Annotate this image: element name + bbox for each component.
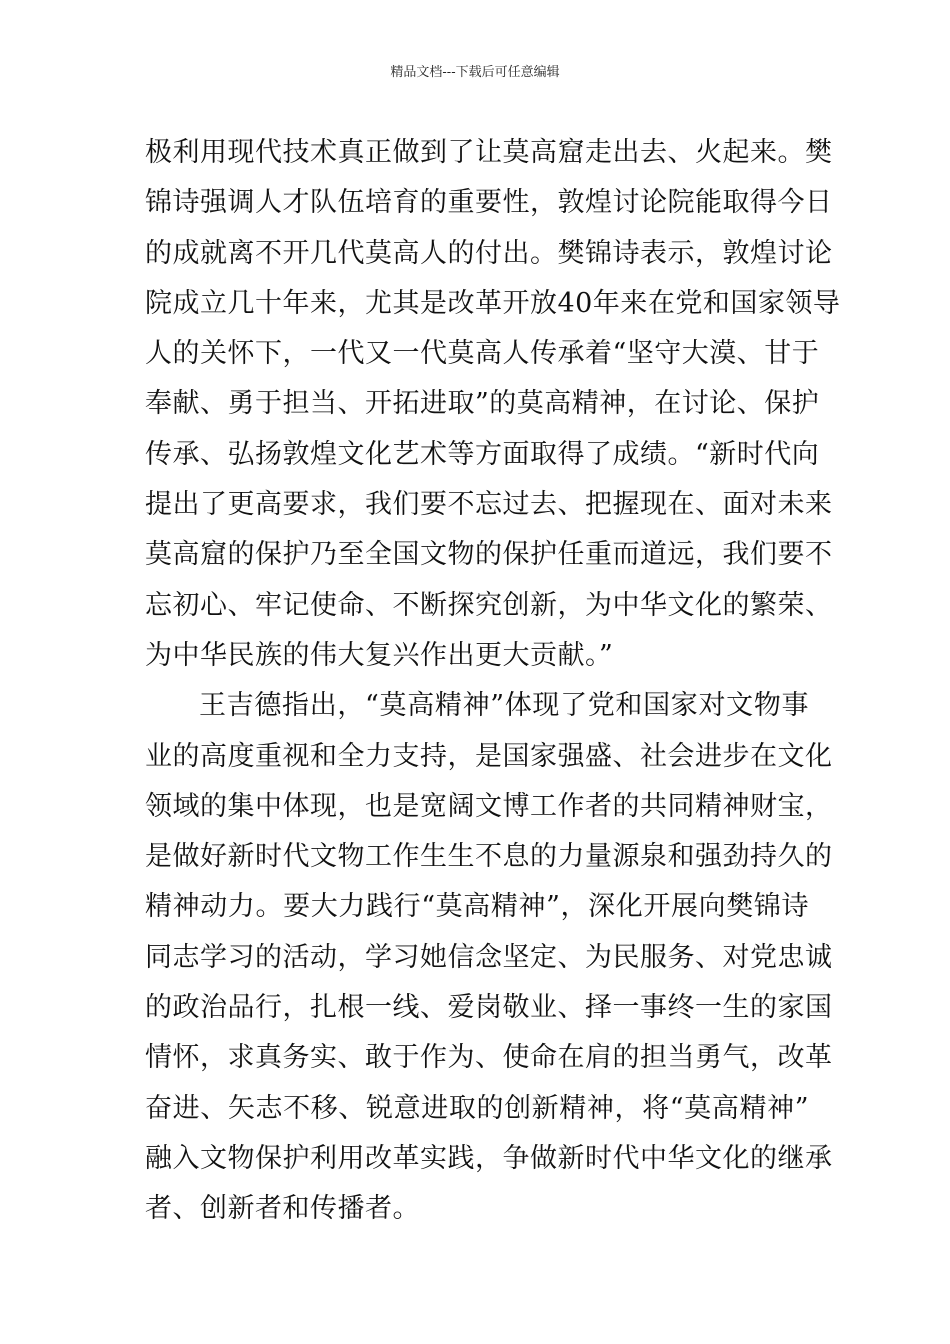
text-line: 领域的集中体现，也是宽阔文博工作者的共同精神财宝，: [145, 790, 833, 822]
text-line: 的成就离不开几代莫高人的付出。樊锦诗表示，敦煌讨论: [145, 237, 833, 269]
text-line: 奉献、勇于担当、开拓进取”的莫高精神，在讨论、保护: [145, 388, 820, 420]
text-line: 为中华民族的伟大复兴作出更大贡献。”: [145, 639, 614, 671]
text-line: 融入文物保护利用改革实践，争做新时代中华文化的继承: [145, 1142, 833, 1174]
paragraph-1: [145, 128, 841, 681]
document-body: [145, 128, 841, 1235]
text-line: 锦诗强调人才队伍培育的重要性，敦煌讨论院能取得今日: [145, 187, 833, 219]
text-line: 提出了更高要求，我们要不忘过去、把握现在、面对未来: [145, 489, 833, 521]
text-line: 者、创新者和传播者。: [145, 1193, 420, 1225]
text-line: 精神动力。要大力践行“莫高精神”，深化开展向樊锦诗: [145, 891, 809, 923]
text-line: 的政治品行，扎根一线、爱岗敬业、择一事终一生的家国: [145, 992, 833, 1024]
paragraph-2: [145, 681, 833, 1234]
text-line: 院成立几十年来，尤其是改革开放40年来在党和国家领导: [145, 287, 841, 319]
text-line: 情怀，求真务实、敢于作为、使命在肩的担当勇气，改革: [145, 1042, 833, 1074]
text-line: 同志学习的活动，学习她信念坚定、为民服务、对党忠诚: [145, 941, 833, 973]
text-line: 人的关怀下，一代又一代莫高人传承着“坚守大漠、甘于: [145, 338, 820, 370]
text-line: 莫高窟的保护乃至全国文物的保护任重而道远，我们要不: [145, 539, 833, 571]
page-header: 精品文档---下载后可任意编辑: [390, 65, 560, 80]
text-line: 王吉德指出，“莫高精神”体现了党和国家对文物事: [199, 690, 809, 722]
text-line: 业的高度重视和全力支持，是国家强盛、社会进步在文化: [145, 740, 833, 772]
text-line: 极利用现代技术真正做到了让莫高窟走出去、火起来。樊: [145, 137, 833, 168]
text-line: 忘初心、牢记使命、不断探究创新，为中华文化的繁荣、: [145, 589, 833, 621]
text-line: 奋进、矢志不移、锐意进取的创新精神，将“莫高精神”: [145, 1092, 809, 1124]
text-line: 传承、弘扬敦煌文化艺术等方面取得了成绩。“新时代向: [145, 438, 820, 470]
text-line: 是做好新时代文物工作生生不息的力量源泉和强劲持久的: [145, 841, 833, 873]
